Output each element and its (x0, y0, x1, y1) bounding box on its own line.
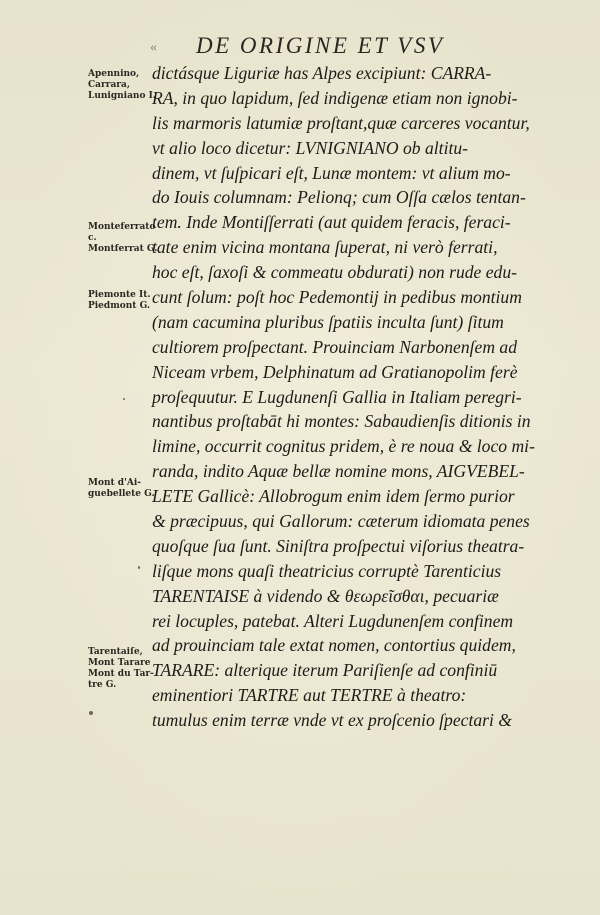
margin-note-line: Mont du Tar- (88, 669, 154, 679)
text-line: quoſque ſua ſunt. Siniſtra proſpectui viſorius theatra- (152, 535, 525, 556)
text-line: do Iouis columnam: Pelionq; cum Oſſa cælos tentan- (152, 187, 526, 208)
ink-speck (89, 711, 93, 715)
body-text (152, 61, 554, 733)
text-line: rei locuples, patebat. Alteri Lugdunenſem confinem (152, 610, 514, 631)
text-line: TARENTAISE à videndo & θεωρεῖσθαι, pecuariæ (152, 585, 499, 606)
text-line: & præcipuus, qui Gallorum: cæterum idiomata penes (152, 511, 530, 532)
text-line: dinem, vt ſuſpicari eſt, Lunæ montem: vt alium mo- (152, 162, 511, 183)
text-line: LETE Gallicè: Allobrogum enim idem ſermo purior (152, 486, 515, 507)
text-line: nantibus proſtabāt hi montes: Sabaudienſis ditionis in (152, 411, 531, 432)
text-line: tate enim vicina montana ſuperat, ni verò ferrati, (152, 237, 498, 258)
margin-note-line: c. (88, 233, 97, 243)
margin-note-line: Mont Tarare (88, 658, 151, 668)
text-line: tumulus enim terræ vnde vt ex proſcenio ſpectari & (152, 710, 512, 731)
text-line: vt alio loco dicetur: LVNIGNIANO ob altitu- (152, 137, 468, 158)
margin-note-line: Tarentaiſe, (88, 647, 143, 657)
text-line: eminentiori TARTRE aut TERTRE à theatro: (152, 685, 467, 706)
margin-note-tarentaise (88, 647, 152, 691)
ink-speck (138, 566, 140, 569)
margin-note-line: Carrara, (88, 80, 131, 90)
text-line: cultiorem proſpectant. Prouinciam Narbonenſem ad (152, 336, 518, 357)
running-title: DE ORIGINE ET VSV (196, 33, 445, 58)
text-line: (nam cacumina pluribus ſpatiis inculta ſunt) ſitum (152, 311, 504, 332)
text-line: lis marmoris latumiæ proſtant,quæ carceres vocantur, (152, 112, 530, 133)
margin-note-line: Montferrat G. (88, 244, 158, 254)
text-line: proſequutur. E Lugdunenſi Gallia in Italiam peregri- (152, 386, 522, 407)
margin-note-line: Mont d'Ai- (88, 478, 141, 488)
ink-speck (123, 398, 125, 400)
margin-note-piemonte (88, 290, 152, 312)
margin-note-monteferrato (88, 222, 158, 255)
margin-note-line: Piemonte It. (88, 290, 151, 300)
margin-note-line: Piedmont G. (88, 301, 151, 311)
text-line: liſque mons quaſi theatricius corruptè Tarenticius (152, 560, 502, 581)
margin-note-line: Apennino, (88, 69, 140, 79)
text-line: RA, in quo lapidum, ſed indigenæ etiam non ignobi- (152, 87, 518, 108)
text-line: ad prouinciam tale extat nomen, contortius quidem, (152, 635, 516, 656)
text-line: cunt ſolum: poſt hoc Pedemontij in pedibus montium (152, 287, 522, 308)
text-line: dictásque Liguriæ has Alpes excipiunt: CARRA- (152, 63, 492, 83)
margin-note-apennino (88, 69, 156, 102)
margin-note-line: Lunigniano I. (88, 91, 156, 101)
text-line: limine, occurrit cognitus pridem, è re noua & loco mi- (152, 436, 535, 457)
text-line: tem. Inde Montiſſerrati (aut quidem feracis, feraci- (152, 212, 511, 233)
text-line: randa, indito Aquæ bellæ nomine mons, AIGVEBEL- (152, 461, 525, 482)
margin-note-line: tre G. (88, 680, 117, 690)
margin-note-line: guebellete G. (88, 489, 155, 499)
header-ornament: « (150, 40, 157, 55)
margin-note-line: Monteferrato (88, 222, 156, 232)
text-line: TARARE: alterique iterum Pariſienſe ad confiniū (152, 660, 498, 681)
text-line: Niceam vrbem, Delphinatum ad Gratianopolim ferè (152, 361, 518, 382)
margin-note-aiguebellete (88, 478, 155, 500)
text-line: hoc eſt, ſaxoſi & commeatu obdurati) non rude edu- (152, 262, 518, 283)
